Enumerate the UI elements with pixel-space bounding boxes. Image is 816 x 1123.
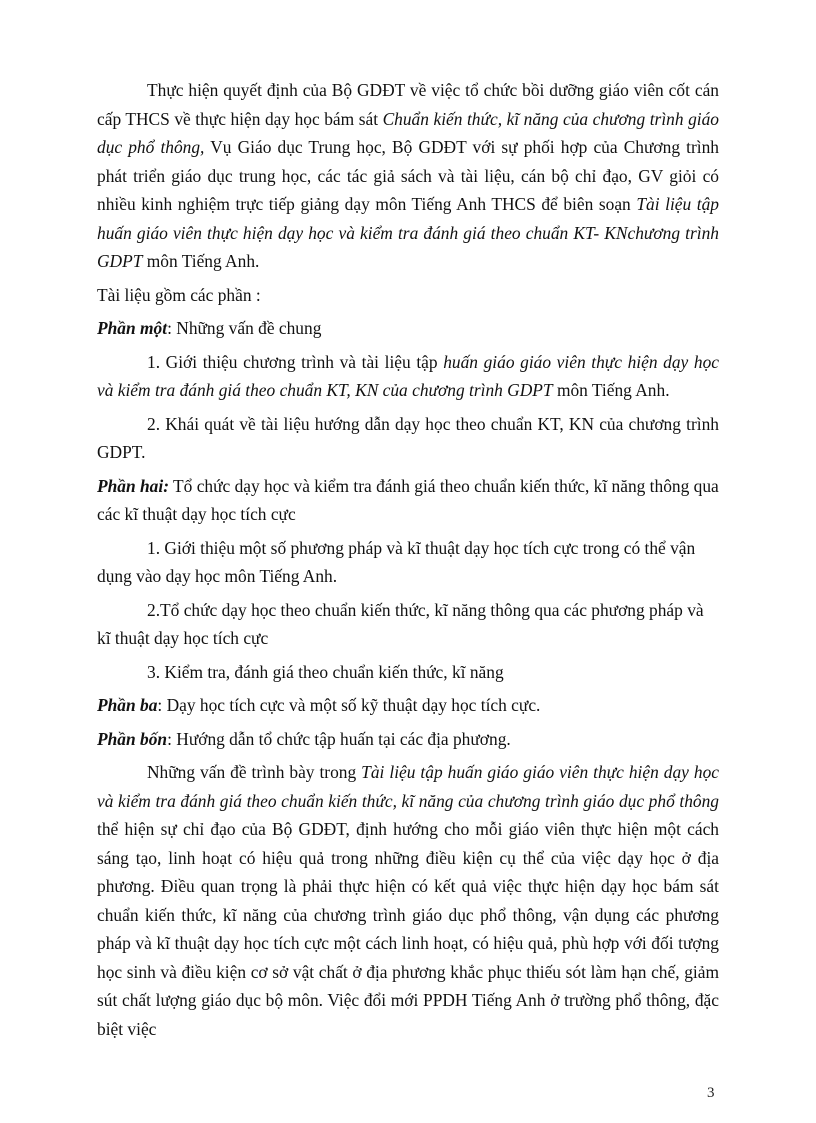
part-one-item-1-text-a: 1. Giới thiệu chương trình và tài liệu tập <box>147 351 444 372</box>
part-one-item-2: 2. Khái quát về tài liệu hướng dẫn dạy học theo chuẩn KT, KN của chương trình GDPT. <box>97 413 719 462</box>
intro-text-3: môn Tiếng Anh. <box>142 251 260 271</box>
part-three-label: Phần ba <box>97 695 158 715</box>
part-two-label: Phần hai: <box>97 475 169 496</box>
intro-italic-title-1: Chuẩn kiến thức, kĩ năng của chương trình giáo dục phổ thông, <box>97 108 719 157</box>
part-three-title: : Dạy học tích cực và một số kỹ thuật dạy học tích cực. <box>157 695 541 715</box>
part-two-item-1: 1. Giới thiệu một số phương pháp và kĩ thuật dạy học tích cực trong có thể vận dụng vào dạy học môn Tiếng Anh. <box>97 537 696 586</box>
part-four-title: : Hướng dẫn tổ chức tập huấn tại các địa phương. <box>167 728 511 749</box>
part-one-item-1-italic: huấn giáo giáo viên thực hiện dạy học và kiểm tra đánh giá theo chuẩn KT, KN của chương trình GDPT <box>97 351 720 400</box>
closing-paragraph <box>97 758 719 1043</box>
part-one-title: : Những vấn đề chung <box>167 318 322 338</box>
contents-heading: Tài liệu gồm các phần : <box>97 284 261 305</box>
part-two-heading <box>97 472 719 529</box>
page-number: 3 <box>707 1085 715 1101</box>
intro-text-2: Vụ Giáo dục Trung học, Bộ GDĐT với sự phối hợp của Chương trình phát triển giáo dục trung học, các tác giả sách và tài liệu, cán bộ chỉ đạo, GV giỏi có nhiều kinh nghiệm trực tiếp giảng dạy môn Tiếng Anh THCS để biên soạn <box>97 137 719 214</box>
part-one-label: Phần một <box>97 318 168 338</box>
intro-text-1: Thực hiện quyết định của Bộ GDĐT về việc tổ chức bồi dưỡng giáo viên cốt cán cấp THCS về thực hiện dạy học bám sát <box>97 80 719 129</box>
part-two-item-3: 3. Kiểm tra, đánh giá theo chuẩn kiến thức, kĩ năng <box>147 661 504 682</box>
intro-italic-title-2: Tài liệu tập huấn giáo viên thực hiện dạy học và kiểm tra đánh giá theo chuẩn KT- KNchương trình GDPT <box>97 194 720 271</box>
part-three-heading <box>97 691 719 720</box>
closing-text-1: Những vấn đề trình bày trong <box>147 762 362 782</box>
closing-text-2: thể hiện sự chỉ đạo của Bộ GDĐT, định hướng cho mỗi giáo viên thực hiện một cách sáng tạo, linh hoạt có hiệu quả trong những điều kiện cụ thể của việc dạy học ở địa phương. Điều quan trọng là phải thực hiện có kết quả việc thực hiện dạy học bám sát chuẩn kiến thức, kĩ năng của chương trình giáo dục phổ thông, vận dụng các phương pháp và kĩ thuật dạy học tích cực một cách linh hoạt, có hiệu quả, phù hợp với đối tượng học sinh và điều kiện cơ sở vật chất ở địa phương khắc phục thiếu sót làm hạn chế, giảm sút chất lượng giáo dục bộ môn. Việc đổi mới PPDH Tiếng Anh ở trường phổ thông, đặc biệt việc <box>97 819 719 1039</box>
document-page <box>97 76 719 1048</box>
closing-italic-title: Tài liệu tập huấn giáo giáo viên thực hiện dạy học và kiểm tra đánh giá theo chuẩn kiến thức, kĩ năng của chương trình giáo dục phổ thông <box>97 762 719 811</box>
part-one-heading <box>97 314 719 343</box>
part-four-heading <box>97 725 719 754</box>
intro-paragraph <box>97 76 719 276</box>
part-two-item-2: 2.Tổ chức dạy học theo chuẩn kiến thức, kĩ năng thông qua các phương pháp và kĩ thuật dạy học tích cực <box>97 599 704 648</box>
part-two-title: Tổ chức dạy học và kiểm tra đánh giá theo chuẩn kiến thức, kĩ năng thông qua các kĩ thuật dạy học tích cực <box>97 475 719 524</box>
part-four-label: Phần bốn <box>97 728 168 749</box>
part-one-item-1-text-c: môn Tiếng Anh. <box>552 380 670 400</box>
part-one-item-1 <box>97 348 719 405</box>
